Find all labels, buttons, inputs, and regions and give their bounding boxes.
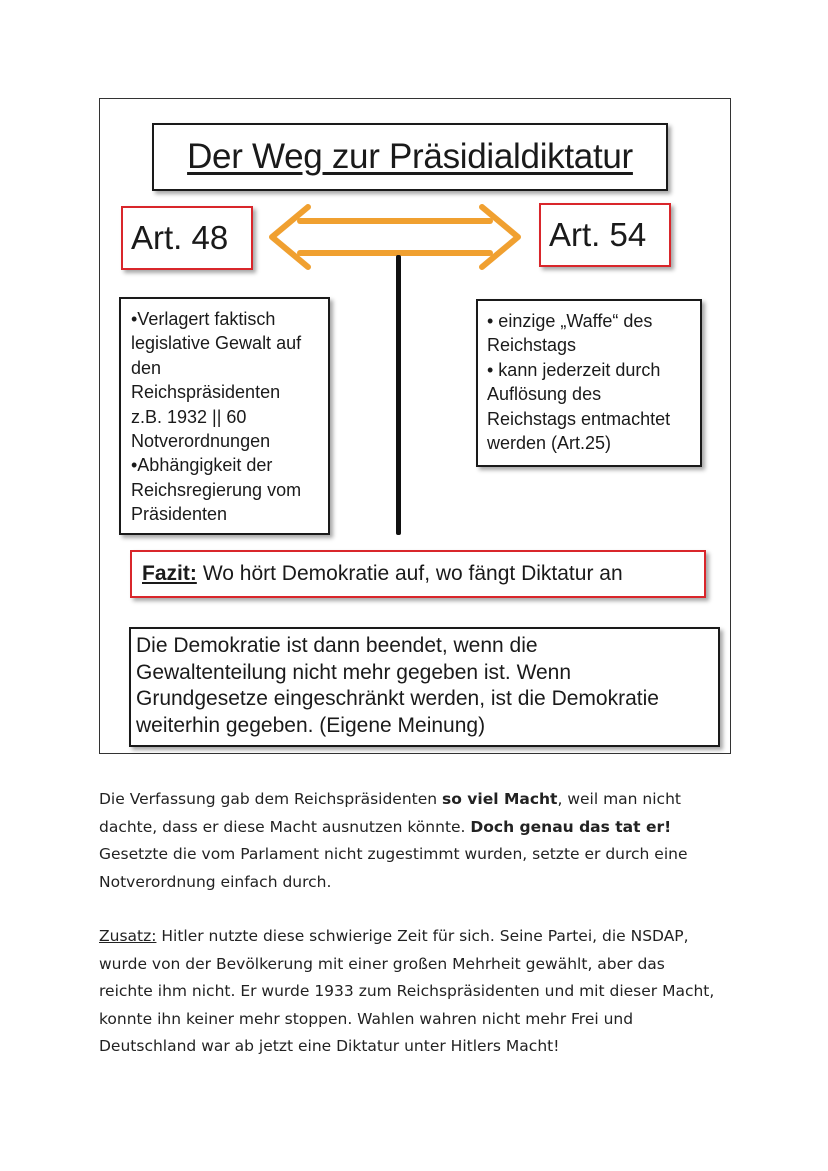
fazit-box bbox=[130, 550, 706, 598]
article-48-description bbox=[119, 297, 330, 535]
article-54-description bbox=[476, 299, 702, 467]
paragraph-zusatz bbox=[99, 923, 739, 1061]
paragraph-line: dachte, dass er diese Macht ausnutzen könnte. Doch genau das tat er! bbox=[99, 817, 672, 836]
paragraph-line: Die Verfassung gab dem Reichspräsidenten so viel Macht, weil man nicht bbox=[99, 790, 681, 808]
emphasis: Doch genau das tat er! bbox=[470, 817, 672, 836]
left-line: Reichspräsidenten bbox=[131, 382, 281, 403]
conclusion-box bbox=[129, 627, 720, 747]
left-line: den bbox=[131, 357, 162, 378]
diagram-frame bbox=[99, 98, 731, 754]
right-line: Auflösung des bbox=[487, 384, 602, 405]
paragraph-constitution bbox=[99, 786, 739, 896]
paragraph-line: konnte ihn keiner mehr stoppen. Wahlen wahren nicht mehr Frei und bbox=[99, 1009, 634, 1028]
right-line: werden (Art.25) bbox=[487, 433, 612, 454]
left-line: legislative Gewalt auf bbox=[131, 333, 302, 354]
paragraph-line: Gesetzte die vom Parlament nicht zugestimmt wurden, setzte er durch eine bbox=[99, 845, 688, 863]
left-line: Reichsregierung vom bbox=[131, 479, 302, 500]
right-line: Reichstags entmachtet bbox=[487, 408, 671, 429]
right-line: • einzige „Waffe“ des bbox=[487, 311, 653, 331]
left-line: Notverordnungen bbox=[131, 431, 271, 452]
left-line: •Abhängigkeit der bbox=[131, 455, 273, 476]
fazit-label: Fazit: bbox=[142, 562, 197, 585]
zusatz-label: Zusatz: bbox=[99, 927, 157, 945]
divider-line bbox=[396, 255, 401, 535]
double-arrow-icon bbox=[260, 199, 530, 275]
left-line: Präsidenten bbox=[131, 504, 228, 525]
paragraph-line: Zusatz: Hitler nutzte diese schwierige Zeit für sich. Seine Partei, die NSDAP, bbox=[99, 927, 689, 945]
paragraph-line: Notverordnung einfach durch. bbox=[99, 872, 332, 891]
right-line: • kann jederzeit durch bbox=[487, 359, 661, 380]
right-line: Reichstags bbox=[487, 335, 577, 356]
conclusion-line: Die Demokratie ist dann beendet, wenn die bbox=[136, 634, 538, 657]
emphasis: so viel Macht bbox=[442, 790, 558, 808]
paragraph-line: wurde von der Bevölkerung mit einer großen Mehrheit gewählt, aber das bbox=[99, 954, 665, 973]
left-line: z.B. 1932 || 60 bbox=[131, 406, 247, 427]
paragraph-line: Deutschland war ab jetzt eine Diktatur unter Hitlers Macht! bbox=[99, 1037, 560, 1055]
article-54-box: Art. 54 bbox=[539, 203, 671, 267]
conclusion-line: weiterhin gegeben. (Eigene Meinung) bbox=[136, 713, 486, 737]
conclusion-line: Grundgesetze eingeschränkt werden, ist die Demokratie bbox=[136, 687, 659, 710]
fazit-text: Wo hört Demokratie auf, wo fängt Diktatur an bbox=[202, 562, 623, 585]
paragraph-line: reichte ihm nicht. Er wurde 1933 zum Reichspräsidenten und mit dieser Macht, bbox=[99, 982, 715, 1000]
left-line: •Verlagert faktisch bbox=[131, 309, 276, 329]
diagram-title: Der Weg zur Präsidialdiktatur bbox=[152, 123, 668, 191]
article-48-box: Art. 48 bbox=[121, 206, 253, 270]
conclusion-line: Gewaltenteilung nicht mehr gegeben ist. Wenn bbox=[136, 660, 572, 684]
